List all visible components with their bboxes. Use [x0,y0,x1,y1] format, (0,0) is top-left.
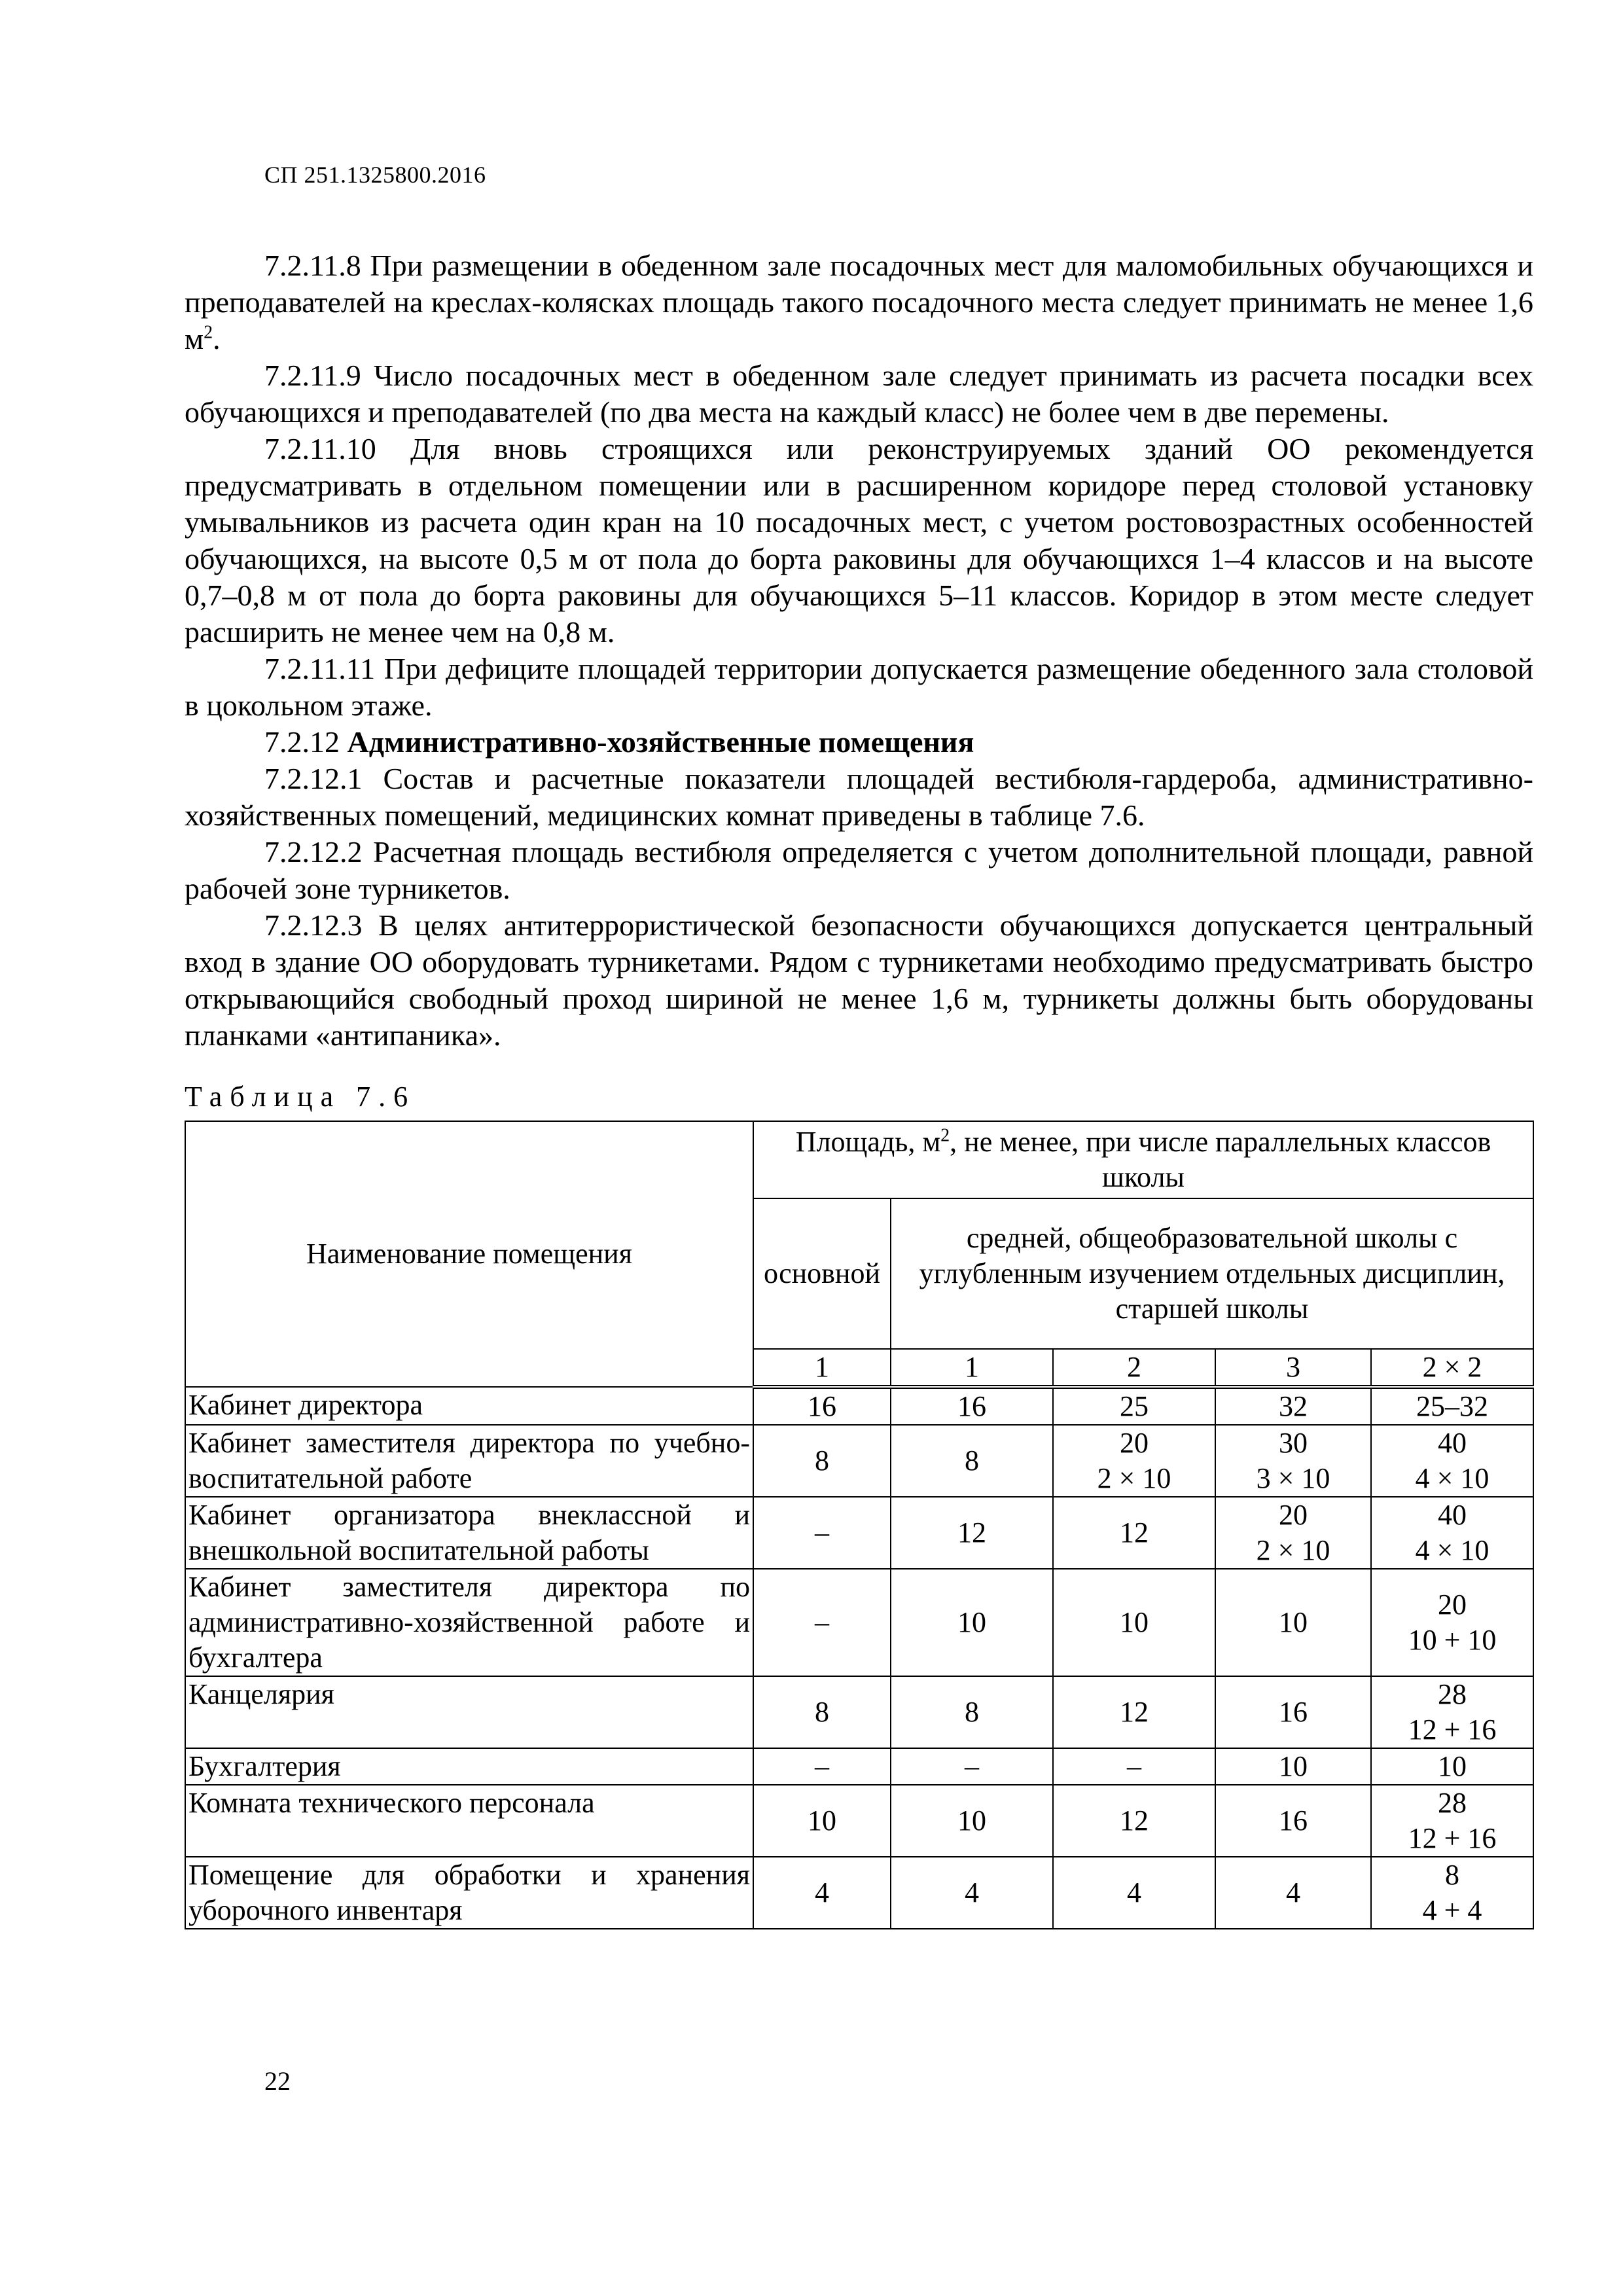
table-row [185,1785,1533,1857]
area-value: 16 [1279,1804,1308,1837]
paragraph-7-2-11-10: 7.2.11.10 Для вновь строящихся или реконструируемых зданий ОО рекомендуется предусматривать в отдельном помещении или в расширенном коридоре перед столовой установку умывальников из расчета один кран на 10 посадочных мест, с учетом ростовозрастных особенностей обучающихся, на высоте 0,5 м от пола до борта раковины для обучающихся 1–4 классов и на высоте 0,7–0,8 м от пола до борта раковины для обучающихся 5–11 классов. Коридор в этом месте следует расширить не менее чем на 0,8 м. [185,432,1533,649]
area-cell [891,1425,1053,1497]
area-value: 8 [815,1444,829,1477]
area-cell [1215,1785,1371,1857]
area-cell [1215,1497,1371,1569]
area-value: 40 [1438,1499,1467,1531]
header-room-name: Наименование помещения [185,1121,753,1387]
paragraph-7-2-12-2: 7.2.12.2 Расчетная площадь вестибюля определяется с учетом дополнительной площади, равной рабочей зоне турникетов. [185,835,1533,905]
area-value: 30 [1279,1427,1308,1459]
area-value: 16 [808,1390,836,1422]
paragraph-7-2-12-3: 7.2.12.3 В целях антитеррористической безопасности обучающихся допускается центральный вход в здание ОО оборудовать турникетами. Рядом с турникетами необходимо предусматривать быстро открывающийся свободный проход шириной не менее 1,6 м, турникеты должны быть оборудованы планками «антипаника». [185,908,1533,1052]
area-cell [891,1497,1053,1569]
header-num: 1 [753,1349,891,1387]
header-basic-school: основной [753,1198,891,1349]
area-value: 4 [815,1876,829,1909]
header-num: 3 [1215,1349,1371,1387]
table-row [185,1425,1533,1497]
area-breakdown: 12 + 16 [1408,1822,1497,1854]
area-cell [1053,1425,1215,1497]
area-value: – [815,1516,829,1549]
room-name-cell: Комната технического персонала [185,1785,753,1857]
area-cell [753,1857,891,1929]
area-value: 20 [1279,1499,1308,1531]
header-num: 2 [1053,1349,1215,1387]
room-name-cell: Кабинет организатора внеклассной и внешкольной воспитательной работы [185,1497,753,1569]
area-value: 12 [1120,1696,1149,1728]
area-value: – [815,1606,829,1638]
area-value: 8 [1445,1859,1459,1891]
body-text [185,247,1533,1054]
area-value: 28 [1438,1787,1467,1819]
area-breakdown: 4 × 10 [1415,1534,1489,1566]
area-value: 4 [1127,1876,1141,1909]
area-value: 10 [1279,1606,1308,1638]
header-num: 1 [891,1349,1053,1387]
area-value: 28 [1438,1678,1467,1710]
room-name-cell: Помещение для обработки и хранения уборочного инвентаря [185,1857,753,1929]
area-cell [1215,1676,1371,1748]
area-value: 25–32 [1416,1390,1488,1422]
area-value: 10 [1120,1606,1149,1638]
area-cell [1371,1569,1533,1676]
area-value: 8 [965,1696,979,1728]
area-value: 40 [1438,1427,1467,1459]
table-7-6 [185,1121,1534,1929]
page-number: 22 [264,2066,291,2096]
area-cell [753,1676,891,1748]
area-breakdown: 10 + 10 [1408,1624,1497,1656]
room-name-cell: Кабинет заместителя директора по учебно-воспитательной работе [185,1425,753,1497]
document-code-header: СП 251.1325800.2016 [264,162,486,188]
area-cell [1371,1857,1533,1929]
area-cell [1371,1387,1533,1425]
table-row [185,1569,1533,1676]
table-caption: Таблица 7.6 [185,1081,416,1113]
table-row [185,1387,1533,1425]
area-value: 10 [957,1804,986,1837]
area-cell [1371,1497,1533,1569]
area-cell [1053,1748,1215,1785]
area-cell [1215,1748,1371,1785]
room-name-cell: Кабинет директора [185,1387,753,1425]
area-cell [891,1676,1053,1748]
area-cell [1371,1425,1533,1497]
area-cell [1215,1425,1371,1497]
area-cell [891,1785,1053,1857]
area-value: 25 [1120,1390,1149,1422]
paragraph-7-2-11-8: 7.2.11.8 При размещении в обеденном зале посадочных мест для маломобильных обучающихся и преподавателей на креслах-колясках площадь такого посадочного места следует принимать не менее 1,6 $м^2$. [185,249,1533,355]
area-value: 8 [815,1696,829,1728]
area-value: – [1127,1750,1141,1782]
area-value: – [815,1750,829,1782]
room-name-cell: Кабинет заместителя директора по административно-хозяйственной работе и бухгалтера [185,1569,753,1676]
area-value: 10 [808,1804,836,1837]
section-heading-7-2-12: 7.2.12 Административно-хозяйственные помещения [264,725,974,759]
area-cell [753,1425,891,1497]
area-cell [1053,1676,1215,1748]
area-value: 10 [1279,1750,1308,1782]
area-cell [891,1387,1053,1425]
table-row [185,1497,1533,1569]
table-row [185,1857,1533,1929]
paragraph-7-2-11-11: 7.2.11.11 При дефиците площадей территории допускается размещение обеденного зала столовой в цокольном этаже. [185,652,1533,722]
area-cell [753,1748,891,1785]
area-value: 20 [1438,1588,1467,1621]
area-cell [1215,1857,1371,1929]
area-value: 12 [957,1516,986,1549]
area-value: 10 [957,1606,986,1638]
area-value: 32 [1279,1390,1308,1422]
area-breakdown: 4 + 4 [1422,1894,1482,1926]
area-value: 16 [1279,1696,1308,1728]
area-cell [891,1748,1053,1785]
room-name-cell: Канцелярия [185,1676,753,1748]
area-value: 8 [965,1444,979,1477]
area-value: 16 [957,1390,986,1422]
area-breakdown: 4 × 10 [1415,1462,1489,1494]
area-cell [753,1387,891,1425]
area-value: 12 [1120,1516,1149,1549]
area-cell [1371,1785,1533,1857]
area-cell [1215,1387,1371,1425]
area-cell [891,1569,1053,1676]
header-num: 2 × 2 [1371,1349,1533,1387]
area-value: 12 [1120,1804,1149,1837]
header-secondary-school: средней, общеобразовательной школы с углубленным изучением отдельных дисциплин, старшей школы [891,1198,1533,1349]
room-name-cell: Бухгалтерия [185,1748,753,1785]
area-breakdown: 3 × 10 [1256,1462,1330,1494]
paragraph-7-2-12-1: 7.2.12.1 Состав и расчетные показатели площадей вестибюля-гардероба, административно-хозяйственных помещений, медицинских комнат приведены в таблице 7.6. [185,762,1533,832]
area-cell [891,1857,1053,1929]
header-area: Площадь, $м^2$, не менее, при числе параллельных классов школы [753,1121,1533,1198]
area-cell [1053,1387,1215,1425]
area-cell [753,1569,891,1676]
area-cell [1053,1785,1215,1857]
area-value: – [965,1750,979,1782]
paragraph-7-2-11-9: 7.2.11.9 Число посадочных мест в обеденном зале следует принимать из расчета посадки всех обучающихся и преподавателей (по два места на каждый класс) не более чем в две перемены. [185,359,1533,429]
area-cell [1053,1497,1215,1569]
area-cell [1371,1676,1533,1748]
area-cell [1371,1748,1533,1785]
area-value: 10 [1438,1750,1467,1782]
area-value: 20 [1120,1427,1149,1459]
area-cell [753,1785,891,1857]
area-cell [1053,1569,1215,1676]
table-row [185,1748,1533,1785]
area-cell [1215,1569,1371,1676]
table-row [185,1676,1533,1748]
area-value: 4 [965,1876,979,1909]
area-cell [753,1497,891,1569]
table-body [185,1387,1533,1929]
area-cell [1053,1857,1215,1929]
area-value: 4 [1286,1876,1300,1909]
area-breakdown: 2 × 10 [1097,1462,1171,1494]
area-breakdown: 2 × 10 [1256,1534,1330,1566]
area-breakdown: 12 + 16 [1408,1713,1497,1746]
